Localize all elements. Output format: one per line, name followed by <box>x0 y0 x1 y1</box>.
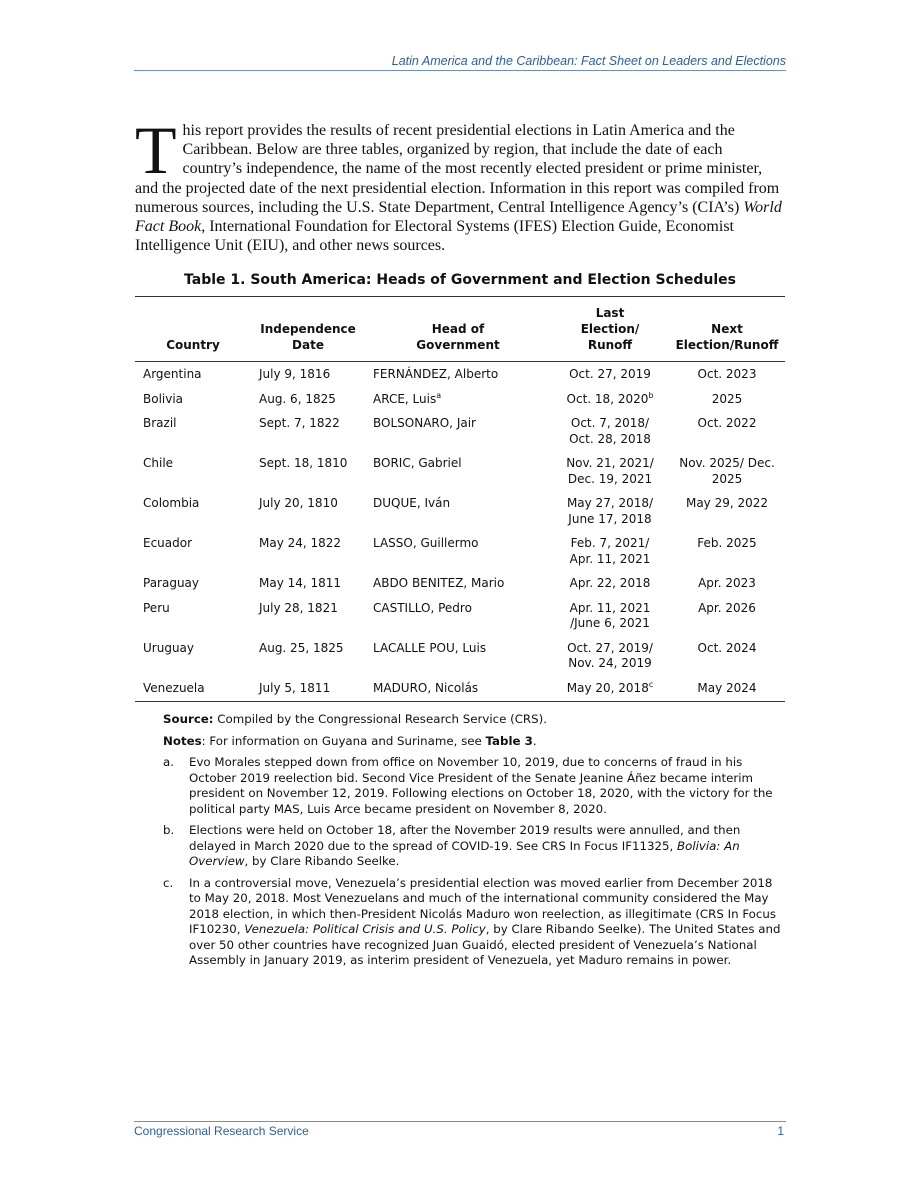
cell-last-election: Oct. 7, 2018/ Oct. 28, 2018 <box>569 416 651 446</box>
cell-next-election: Feb. 2025 <box>697 536 757 550</box>
footnote-marker: b <box>648 390 654 400</box>
cell-last-election: Oct. 27, 2019 <box>569 367 651 381</box>
footnote-text: , by Clare Ribando Seelke. <box>244 854 400 868</box>
cell-independence: July 20, 1810 <box>259 496 338 510</box>
intro-italic-title: World Fact Book <box>135 198 782 236</box>
table-row <box>135 677 785 702</box>
cell-independence: May 24, 1822 <box>259 536 342 550</box>
footnote-marker: a <box>436 390 442 400</box>
intro-text-1: his report provides the results of recent presidential elections in Latin America and the Caribbean. Below are three tables, organized by region, that include the date of each country’s independence, the name of the most recently elected president or prime minister, and the projected date of the next presidential election. Information in this report was compiled from numerous sources, including the U.S. State Department, Central Intelligence Agency’s (CIA’s) <box>135 122 780 216</box>
notes-end: . <box>532 733 537 748</box>
footnote-italic-title: Venezuela: Political Crisis and U.S. Policy <box>244 922 486 936</box>
source-line <box>163 712 783 728</box>
footnotes <box>163 755 783 969</box>
cell-head-of-government: ARCE, Luis$^a$ <box>373 390 442 406</box>
cell-next-election: Oct. 2022 <box>697 416 757 430</box>
header-next-election: Next Election/Runoff <box>675 322 779 352</box>
cell-last-election: Apr. 11, 2021 /June 6, 2021 <box>569 600 651 630</box>
footnote-label: a. <box>163 755 174 769</box>
footnote-text: , by Clare Ribando Seelke). The United States and over 50 other countries have recognized Juan Guaidó, elected president of Venezuela’s National Assembly in January 2019, as interim president of Venezuela, yet Maduro remains in power. <box>189 922 781 967</box>
notes-label: Notes <box>163 733 202 748</box>
table-row <box>135 452 785 492</box>
cell-head-of-government: BOLSONARO, Jair <box>373 416 476 430</box>
cell-head-of-government: LASSO, Guillermo <box>373 536 479 550</box>
cell-head-of-government: FERNÁNDEZ, Alberto <box>373 367 499 381</box>
page-number: 1 <box>777 1124 784 1138</box>
cell-independence: Sept. 18, 1810 <box>259 456 348 470</box>
cell-country: Argentina <box>143 367 202 381</box>
cell-independence: Aug. 25, 1825 <box>259 640 344 655</box>
cell-country: Ecuador <box>143 536 193 550</box>
cell-country: Venezuela <box>143 680 205 695</box>
table-row <box>135 637 785 677</box>
table-row <box>135 492 785 532</box>
table-row <box>135 412 785 452</box>
cell-country: Bolivia <box>143 391 184 406</box>
cell-last-election: Feb. 7, 2021/ Apr. 11, 2021 <box>569 536 651 566</box>
header-independence: Independence Date <box>260 322 356 352</box>
drop-cap: T <box>135 112 177 188</box>
cell-country: Chile <box>143 456 174 470</box>
table-row <box>135 388 785 413</box>
cell-independence: July 28, 1821 <box>259 600 338 615</box>
footnote <box>163 755 783 817</box>
cell-head-of-government: CASTILLO, Pedro <box>373 600 472 615</box>
intro-paragraph <box>135 112 785 255</box>
footnote <box>163 876 783 969</box>
table-header-row <box>135 297 785 362</box>
header-head-of-government: Head of Government <box>416 322 500 352</box>
table-body <box>135 362 785 702</box>
cell-next-election: Oct. 2023 <box>697 367 757 381</box>
running-head: Latin America and the Caribbean: Fact Sheet on Leaders and Elections <box>134 54 786 71</box>
cell-independence: July 9, 1816 <box>259 367 331 381</box>
cell-independence: Aug. 6, 1825 <box>259 391 336 406</box>
notes-text: : For information on Guyana and Suriname, see <box>201 733 486 748</box>
cell-next-election: Apr. 2026 <box>698 600 756 615</box>
table-notes <box>163 712 783 975</box>
source-text: Compiled by the Congressional Research Service (CRS). <box>213 712 547 726</box>
header-last-election: Last Election/ Runoff <box>580 306 640 352</box>
footnote-text: Elections were held on October 18, after the November 2019 results were annulled, and then delayed in March 2020 due to the spread of COVID-19. See CRS In Focus IF11325, <box>189 823 741 853</box>
cell-next-election: Oct. 2024 <box>697 640 757 655</box>
cell-country: Uruguay <box>143 640 194 655</box>
notes-line <box>163 734 783 750</box>
table-row <box>135 532 785 572</box>
cell-independence: May 14, 1811 <box>259 576 342 590</box>
footnote-text: In a controversial move, Venezuela’s presidential election was moved earlier from December 2018 to May 20, 2018. Most Venezuelans and much of the international community considered the May 2018 election, in which then-President Nicolás Maduro won reelection, as illegitimate (CRS In Focus IF10230, <box>189 875 777 936</box>
cell-head-of-government: BORIC, Gabriel <box>373 456 462 470</box>
cell-head-of-government: LACALLE POU, Luis <box>373 640 487 655</box>
footnote-text: Evo Morales stepped down from office on November 10, 2019, due to concerns of fraud in his October 2019 reelection bid. Second Vice President of the Senate Jeanine Áñez became interim president on November 12, 2019. Following elections on October 18, 2020, with the victory for the political party MAS, Luis Arce became president on November 8, 2020. <box>189 755 773 816</box>
cell-next-election: Apr. 2023 <box>698 576 756 590</box>
footnote-marker: c <box>648 679 654 689</box>
notes-table-ref: Table 3 <box>485 733 533 748</box>
table-row <box>135 597 785 637</box>
footer-org: Congressional Research Service <box>134 1124 309 1138</box>
elections-table <box>135 296 785 702</box>
footnote-label: c. <box>163 875 174 890</box>
table-row <box>135 362 785 388</box>
table-title: Table 1. South America: Heads of Government and Election Schedules <box>184 272 736 288</box>
table-row <box>135 572 785 597</box>
cell-next-election: May 29, 2022 <box>685 496 769 510</box>
cell-independence: July 5, 1811 <box>259 680 331 695</box>
page-footer <box>134 1121 786 1138</box>
cell-head-of-government: DUQUE, Iván <box>373 496 451 510</box>
cell-next-election: 2025 <box>711 391 743 406</box>
cell-country: Brazil <box>143 416 177 430</box>
source-label: Source: <box>163 712 214 726</box>
cell-country: Colombia <box>143 496 200 510</box>
cell-country: Peru <box>143 600 170 615</box>
cell-last-election: Oct. 27, 2019/ Nov. 24, 2019 <box>567 640 653 670</box>
cell-head-of-government: MADURO, Nicolás <box>373 680 479 695</box>
cell-last-election: May 27, 2018/ June 17, 2018 <box>566 496 654 526</box>
cell-last-election: Nov. 21, 2021/ Dec. 19, 2021 <box>566 456 654 486</box>
cell-head-of-government: ABDO BENITEZ, Mario <box>373 576 505 590</box>
cell-last-election: Apr. 22, 2018 <box>569 576 651 590</box>
footnote <box>163 823 783 870</box>
header-country: Country <box>166 338 220 352</box>
cell-independence: Sept. 7, 1822 <box>259 416 340 430</box>
cell-last-election: May 20, 2018$^c$ <box>566 679 654 695</box>
cell-next-election: Nov. 2025/ Dec. 2025 <box>679 456 775 486</box>
footnote-italic-title: Bolivia: An Overview <box>189 838 740 868</box>
cell-country: Paraguay <box>143 576 200 590</box>
footnote-label: b. <box>163 823 175 837</box>
intro-text-2: , International Foundation for Electoral Systems (IFES) Election Guide, Economist Intelligence Unit (EIU), and other news sources. <box>135 218 734 255</box>
cell-last-election: Oct. 18, 2020$^b$ <box>566 390 654 406</box>
cell-next-election: May 2024 <box>697 680 757 695</box>
